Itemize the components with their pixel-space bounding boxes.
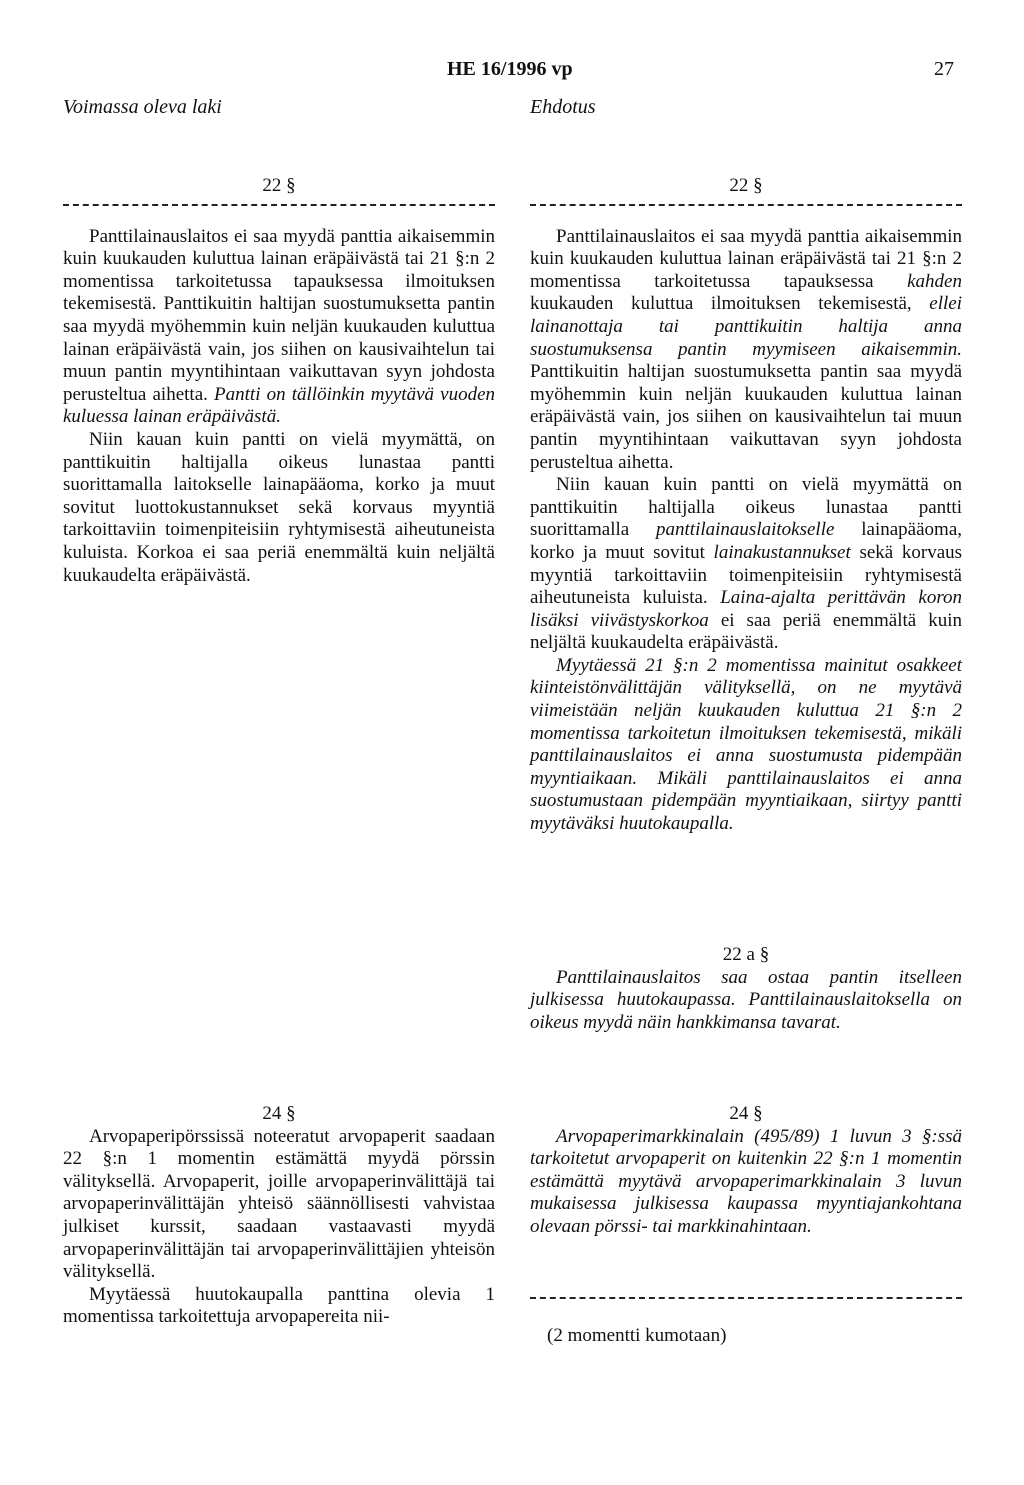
paragraph-italic-text: panttilainauslaitokselle xyxy=(656,519,835,541)
section-title: 22 § xyxy=(262,175,296,196)
paragraph-text: Panttilainauslaitos ei saa myydä panttia aikaisemmin kuin kuukauden kuluttua lainan eräpäivästä tai 21 §:n 2 momentissa tarkoitetussa tapauksessa ilmoituksen tekemisestä. Panttikuitin haltijan suostumuksetta pantin saa myydä myöhemmin kuin neljän kuukauden kuluttua lainan eräpäivästä vain, jos siihen on kausivaihtelun tai muun pantin myyntihintaan vaikuttavan syyn johdosta perusteltua aihetta. xyxy=(63,225,495,405)
paragraph xyxy=(530,655,962,836)
paragraph xyxy=(530,967,962,1035)
right-column-heading: Ehdotus xyxy=(530,96,596,118)
paragraph-italic-text: Pantti on tällöinkin myytävä vuoden kuluessa lainan eräpäivästä. xyxy=(63,383,496,428)
right-section-22a xyxy=(530,944,962,1034)
paragraph xyxy=(530,474,962,655)
page-number: 27 xyxy=(934,58,954,80)
paragraph: Niin kauan kuin pantti on vielä myymättä, on panttikuitin haltijalla oikeus lunastaa pantti suorittamalla laitokselle lainapääoma, korko ja muut sovitut luottokustannukset sekä korvaus myyntiä tarkoittaviin toimenpiteisiin ryhtymisestä aiheutuneista kuluista. Korkoa ei saa periä enemmältä kuin neljältä kuukaudelta eräpäivästä. xyxy=(63,428,495,586)
paragraph-italic-text: Arvopaperimarkkinalain (495/89) 1 luvun 3 §:ssä tarkoitetut arvopaperit on kuitenkin 22 §:n 1 momentin estämättä myytävä arvopaperimarkkinalain 3 luvun mukaisessa julkisessa kaupassa myyntiajankohtana olevaan pörssi- tai markkinahintaan. xyxy=(530,1125,962,1237)
paragraph-italic-text: ellei lainanottaja tai panttikuitin haltija anna suostumuksensa pantin myymiseen aikaisemmin. xyxy=(530,293,962,360)
paragraph-italic-text: Panttilainauslaitos saa ostaa pantin itselleen julkisessa huutokaupassa. Panttilainauslaitoksella on oikeus myydä näin hankkimansa tavarat. xyxy=(530,966,962,1033)
left-section-22 xyxy=(63,175,495,587)
paragraph: Arvopaperipörssissä noteeratut arvopaperit saadaan 22 §:n 1 momentin estämättä myydä pörssin välityksellä. Arvopaperit, joille arvopaperinvälittäjä tai arvopaperinvälittäjän yhteisö säännöllisesti vahvistaa julkiset kurssit, saadaan vastaavasti myydä arvopaperinvälittäjän tai arvopaperinvälittäjien yhteisön välityksellä. xyxy=(63,1125,495,1283)
paragraph-text: ei saa periä enemmältä kuin neljältä kuukaudelta eräpäivästä. xyxy=(530,609,962,654)
right-section-24 xyxy=(530,1103,962,1347)
left-column-heading: Voimassa oleva laki xyxy=(63,96,222,118)
left-section-24 xyxy=(63,1103,495,1329)
paragraph-text: lainapääoma, korko ja muut sovitut xyxy=(530,519,963,563)
omission-dash-line xyxy=(63,204,495,226)
paragraph-italic-text: lainakustannukset xyxy=(713,541,851,563)
paragraph-text: sekä korvaus myyntiä tarkoittaviin toimenpiteisiin ryhtymisestä aiheutuneista kuluista. xyxy=(530,541,963,609)
section-title: 24 § xyxy=(262,1103,296,1124)
paragraph-text: kuukauden kuluttua ilmoituksen tekemisestä, xyxy=(530,293,912,315)
section-title: 22 § xyxy=(729,175,763,196)
paragraph xyxy=(530,1126,962,1239)
omission-dash-line xyxy=(530,1297,962,1319)
omission-dash-line xyxy=(530,204,962,226)
paragraph: (2 momentti kumotaan) xyxy=(547,1324,727,1346)
right-section-22 xyxy=(530,175,962,836)
paragraph-text: Niin kauan kuin pantti on vielä myymättä on panttikuitin haltijalla oikeus lunastaa pantti suorittamalla xyxy=(530,474,962,541)
paragraph-text: Panttikuitin haltijan suostumuksetta pantin saa myydä myöhemmin kuin neljän kuukauden kuluttua lainan eräpäivästä vain, jos siihen on kausivaihtelun tai muun pantin myyntihintaan vaikuttavan syyn johdosta perusteltua aihetta. xyxy=(530,361,962,473)
section-title: 24 § xyxy=(729,1103,763,1124)
paragraph xyxy=(63,226,495,429)
paragraph: Myytäessä huutokaupalla panttina olevia 1 momentissa tarkoitettuja arvopapereita nii- xyxy=(63,1283,495,1328)
paragraph-text: Panttilainauslaitos ei saa myydä panttia aikaisemmin kuin kuukauden kuluttua lainan eräpäivästä tai 21 §:n 2 momentissa tarkoitetussa tapauksessa xyxy=(530,225,962,292)
section-title: 22 a § xyxy=(722,944,770,965)
paragraph-italic-text: Myytäessä 21 §:n 2 momentissa mainitut osakkeet kiinteistönvälittäjän välityksellä, on ne myytävä viimeistään neljän kuukauden kuluttua 21 §:n 2 momentissa tarkoitetun ilmoituksen tekemisestä, mikäli panttilainauslaitos ei anna suostumusta pidempään myyntiaikaan. Mikäli panttilainauslaitos ei anna suostumustaan pidempään myyntiaikaan, siirtyy pantti myytäväksi huutokaupalla. xyxy=(530,654,962,835)
paragraph xyxy=(530,226,962,475)
document-id: HE 16/1996 vp xyxy=(447,58,573,80)
paragraph-italic-text: Laina-ajalta perittävän koron lisäksi viivästyskorkoa xyxy=(530,587,963,631)
paragraph-italic-text: kahden xyxy=(907,270,962,292)
